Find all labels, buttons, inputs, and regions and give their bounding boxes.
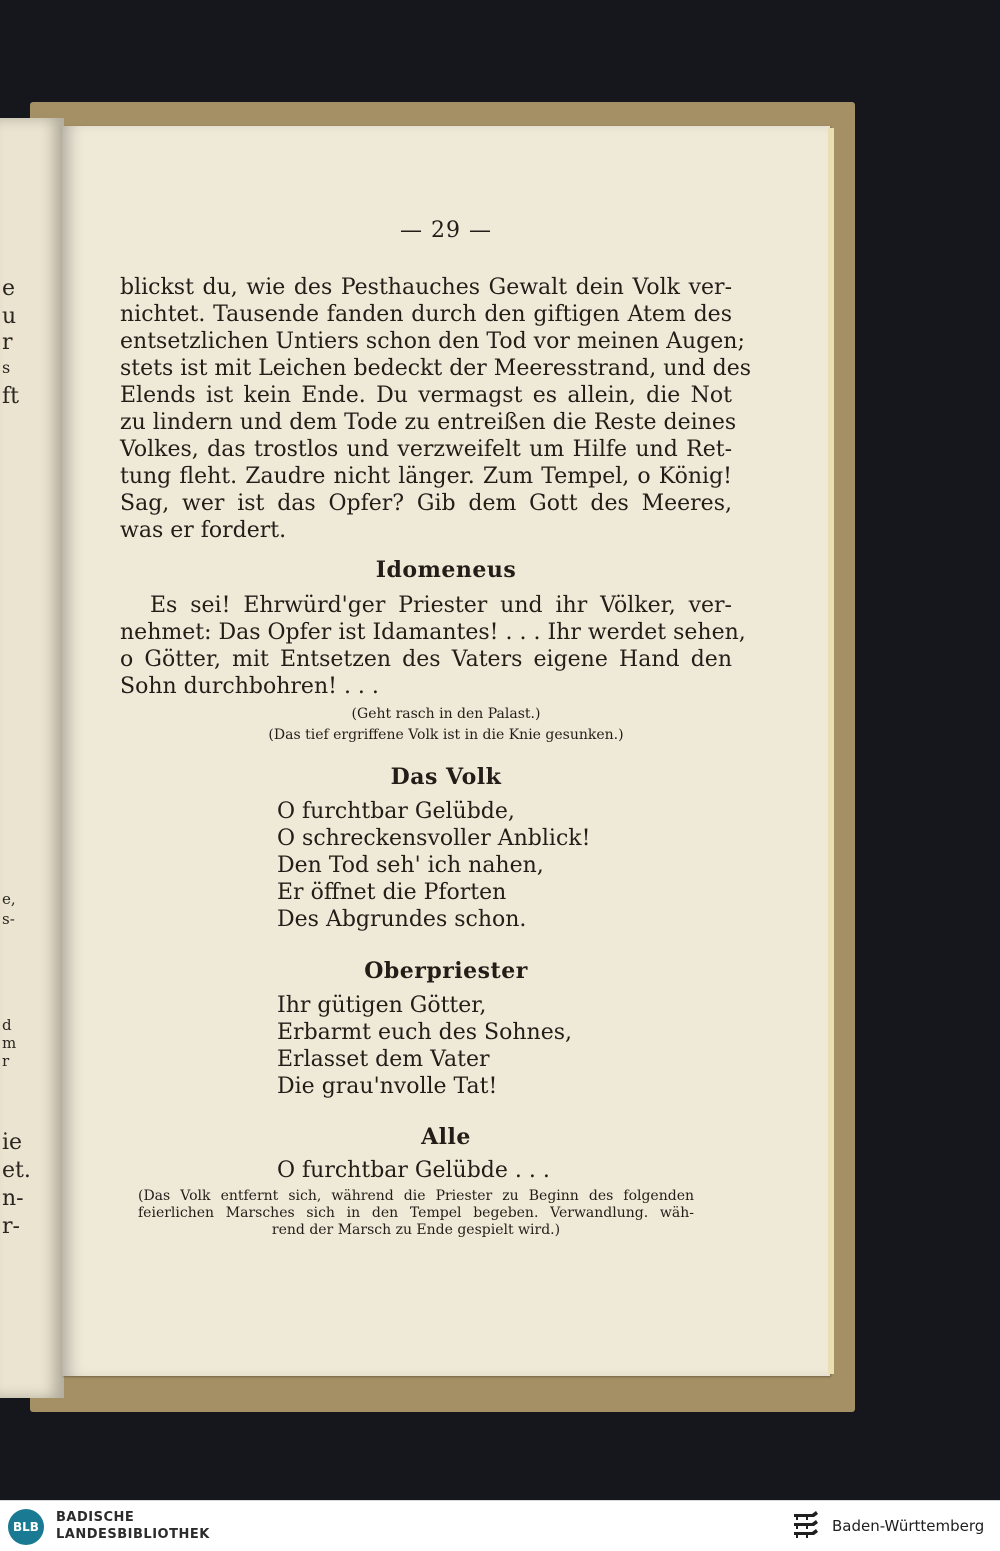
text-line: tung fleht. Zaudre nicht länger. Zum Tempel, o König! — [120, 464, 732, 489]
text-line: Sag, wer ist das Opfer? Gib dem Gott des Meeres, — [120, 491, 732, 516]
stage-direction: (Das Volk entfernt sich, während die Priester zu Beginn des folgenden — [138, 1188, 694, 1204]
text-line: blickst du, wie des Pesthauches Gewalt dein Volk ver- — [120, 275, 732, 300]
verse-line: O furchtbar Gelübde, — [277, 799, 515, 824]
verse-line: Des Abgrundes schon. — [277, 907, 527, 932]
left-page-text: n- — [2, 1186, 24, 1211]
text-line: Sohn durchbohren! . . . — [120, 674, 379, 699]
verse-line: Erlasset dem Vater — [277, 1047, 490, 1072]
text-line: nehmet: Das Opfer ist Idamantes! . . . Ihr werdet sehen, — [120, 620, 746, 645]
left-page-text: r- — [2, 1214, 20, 1239]
left-page-text: e, — [2, 890, 16, 908]
verse-line: Den Tod seh' ich nahen, — [277, 853, 544, 878]
text-line: Volkes, das trostlos und verzweifelt um Hilfe und Ret- — [120, 437, 732, 462]
left-page-text: d — [2, 1016, 12, 1034]
left-page-text: m — [2, 1034, 17, 1052]
blb-logo[interactable]: BLB — [8, 1509, 44, 1545]
stage-direction: (Das tief ergriffene Volk ist in die Knie gesunken.) — [268, 727, 624, 743]
library-name-line1: BADISCHE — [56, 1510, 135, 1525]
verse-line: O furchtbar Gelübde . . . — [277, 1158, 550, 1183]
left-page-text: s — [2, 358, 11, 377]
text-line: Es sei! Ehrwürd'ger Priester und ihr Völker, ver- — [150, 593, 732, 618]
speaker-name: Oberpriester — [364, 958, 528, 984]
left-page-fragment — [0, 118, 64, 1398]
library-name-line2: LANDESBIBLIOTHEK — [56, 1527, 210, 1542]
left-page-text: et. — [2, 1158, 31, 1183]
left-page-text: r — [2, 330, 13, 355]
left-page-text: s- — [2, 910, 15, 928]
page-edge — [828, 128, 834, 1374]
text-line: o Götter, mit Entsetzen des Vaters eigene Hand den — [120, 647, 732, 672]
text-line: Elends ist kein Ende. Du vermagst es allein, die Not — [120, 383, 732, 408]
verse-line: Die grau'nvolle Tat! — [277, 1074, 498, 1099]
speaker-name: Das Volk — [390, 764, 502, 790]
verse-line: Erbarmt euch des Sohnes, — [277, 1020, 573, 1045]
left-page-text: ft — [2, 384, 19, 409]
verse-line: O schreckensvoller Anblick! — [277, 826, 591, 851]
text-line: zu lindern und dem Tode zu entreißen die Reste deines — [120, 410, 737, 435]
text-line: nichtet. Tausende fanden durch den giftigen Atem des — [120, 302, 732, 327]
left-page-text: u — [2, 304, 17, 329]
stage-direction: rend der Marsch zu Ende gespielt wird.) — [271, 1222, 561, 1238]
footer-bar — [0, 1500, 1000, 1551]
lions-emblem-icon — [790, 1508, 822, 1544]
book-page — [62, 126, 830, 1376]
stage-direction: feierlichen Marsches sich in den Tempel begeben. Verwandlung. wäh- — [138, 1205, 694, 1221]
left-page-text: r — [2, 1052, 10, 1070]
text-line: stets ist mit Leichen bedeckt der Meeresstrand, und des — [120, 356, 752, 381]
left-page-text: ie — [2, 1130, 23, 1155]
left-page-text: e — [2, 276, 16, 301]
state-name: Baden-Württemberg — [832, 1517, 985, 1535]
speaker-name: Alle — [421, 1124, 471, 1150]
verse-line: Ihr gütigen Götter, — [277, 993, 487, 1018]
text-line: entsetzlichen Untiers schon den Tod vor meinen Augen; — [120, 329, 745, 354]
stage-direction: (Geht rasch in den Palast.) — [351, 706, 541, 722]
verse-line: Er öffnet die Pforten — [277, 880, 507, 905]
speaker-name: Idomeneus — [375, 557, 517, 583]
page-number: — 29 — — [400, 218, 492, 243]
text-line: was er fordert. — [120, 518, 287, 543]
